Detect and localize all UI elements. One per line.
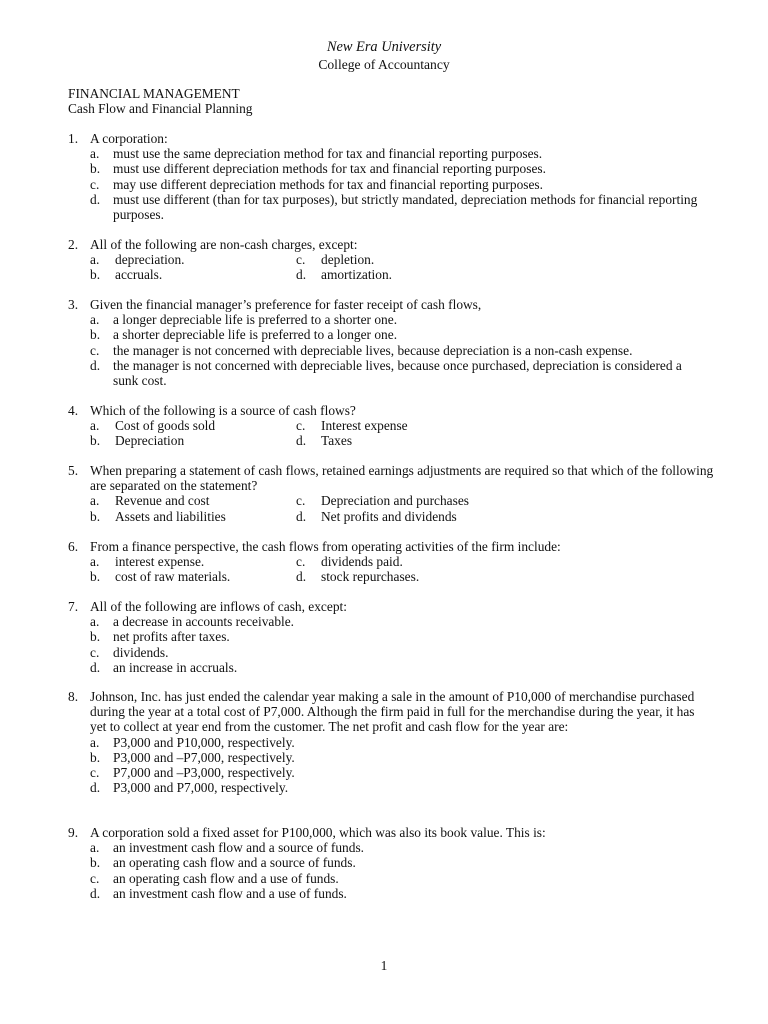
course-heading <box>68 86 252 116</box>
option-row <box>68 493 718 508</box>
option-b: b. net profits after taxes. <box>90 629 230 645</box>
question-number: 4. <box>68 403 79 418</box>
option-row <box>68 509 718 524</box>
question-8 <box>68 689 710 795</box>
option-b: b. P3,000 and –P7,000, respectively. <box>90 749 295 765</box>
option-b: b. Depreciation <box>90 433 185 449</box>
option-b: b. cost of raw materials. <box>90 569 231 585</box>
option-c: c. dividends paid. <box>296 554 403 570</box>
question-text: A corporation sold a fixed asset for P100,000, which was also its book value. This is: <box>90 825 546 840</box>
option-a: a. Revenue and cost <box>90 493 210 509</box>
option-a: a. a longer depreciable life is preferred to a shorter one. <box>90 312 398 328</box>
question-text: Given the financial manager’s preference for faster receipt of cash flows, <box>90 297 482 312</box>
option-c: c. the manager is not concerned with depreciable lives, because depreciation is a non-cash expense. <box>90 342 633 358</box>
option-c: c. P7,000 and –P3,000, respectively. <box>90 765 295 781</box>
question-3 <box>68 297 718 388</box>
question-7 <box>68 599 718 675</box>
option-a: a. a decrease in accounts receivable. <box>90 614 295 630</box>
option-d: d. the manager is not concerned with depreciable lives, because once purchased, depreciation is considered a sunk cost. <box>90 357 682 389</box>
option-c: c. may use different depreciation methods for tax and financial reporting purposes. <box>90 176 543 192</box>
option-c: c. Depreciation and purchases <box>296 493 469 509</box>
option-row <box>68 554 718 569</box>
question-text: All of the following are non-cash charges, except: <box>90 237 358 252</box>
option-a: a. an investment cash flow and a source of funds. <box>90 840 365 856</box>
question-number: 8. <box>68 689 79 704</box>
subject-title: FINANCIAL MANAGEMENT <box>68 86 240 101</box>
question-1 <box>68 131 718 222</box>
option-d: d. an investment cash flow and a use of funds. <box>90 885 347 901</box>
question-9 <box>68 825 718 901</box>
option-b: b. an operating cash flow and a source of funds. <box>90 855 356 871</box>
option-d: d. P3,000 and P7,000, respectively. <box>90 780 289 796</box>
question-5 <box>68 463 718 524</box>
page-number: 1 <box>380 958 388 973</box>
question-number: 5. <box>68 463 79 478</box>
question-2 <box>68 237 718 283</box>
question-number: 7. <box>68 599 79 614</box>
option-c: c. depletion. <box>296 252 375 268</box>
option-a: a. interest expense. <box>90 554 205 570</box>
option-c: c. an operating cash flow and a use of funds. <box>90 870 339 886</box>
question-number: 9. <box>68 825 79 840</box>
question-number: 1. <box>68 131 79 146</box>
university-name: New Era University <box>326 39 442 55</box>
option-a: a. depreciation. <box>90 252 185 268</box>
question-text: When preparing a statement of cash flows, retained earnings adjustments are required so that which of the following are separated on the statement? <box>90 463 714 494</box>
question-4 <box>68 403 718 449</box>
option-row <box>68 433 718 448</box>
option-b: b. accruals. <box>90 267 163 283</box>
question-text: A corporation: <box>90 131 168 146</box>
question-6 <box>68 539 718 585</box>
option-d: d. Taxes <box>296 433 353 449</box>
option-b: b. Assets and liabilities <box>90 508 226 524</box>
question-text: All of the following are inflows of cash, except: <box>90 599 347 614</box>
option-b: b. a shorter depreciable life is preferred to a longer one. <box>90 327 398 343</box>
option-a: a. Cost of goods sold <box>90 418 216 434</box>
college-name: College of Accountancy <box>318 57 450 72</box>
option-b: b. must use different depreciation methods for tax and financial reporting purposes. <box>90 161 546 177</box>
question-text: From a finance perspective, the cash flows from operating activities of the firm include: <box>90 539 561 554</box>
option-a: a. must use the same depreciation method for tax and financial reporting purposes. <box>90 146 543 162</box>
option-row <box>68 418 718 433</box>
option-a: a. P3,000 and P10,000, respectively. <box>90 734 295 750</box>
option-c: c. Interest expense <box>296 418 408 434</box>
option-row <box>68 569 718 584</box>
question-number: 3. <box>68 297 79 312</box>
option-row <box>68 252 718 267</box>
option-d: d. stock repurchases. <box>296 569 420 585</box>
option-d: d. an increase in accruals. <box>90 659 238 675</box>
question-text: Johnson, Inc. has just ended the calendar year making a sale in the amount of P10,000 of merchandise purchased during the year at a total cost of P7,000. Although the firm paid in full for the merchandise during the year, it has yet to collect at year end from the customer. The net profit and cash flow for the year are: <box>90 689 695 735</box>
option-c: c. dividends. <box>90 644 169 660</box>
question-number: 6. <box>68 539 79 554</box>
option-d: d. must use different (than for tax purposes), but strictly mandated, depreciation methods for financial reporting purposes. <box>90 191 698 223</box>
option-d: d. amortization. <box>296 267 393 283</box>
option-d: d. Net profits and dividends <box>296 508 457 524</box>
option-row <box>68 267 718 282</box>
question-text: Which of the following is a source of cash flows? <box>90 403 356 418</box>
topic-title: Cash Flow and Financial Planning <box>68 101 253 117</box>
question-number: 2. <box>68 237 79 252</box>
